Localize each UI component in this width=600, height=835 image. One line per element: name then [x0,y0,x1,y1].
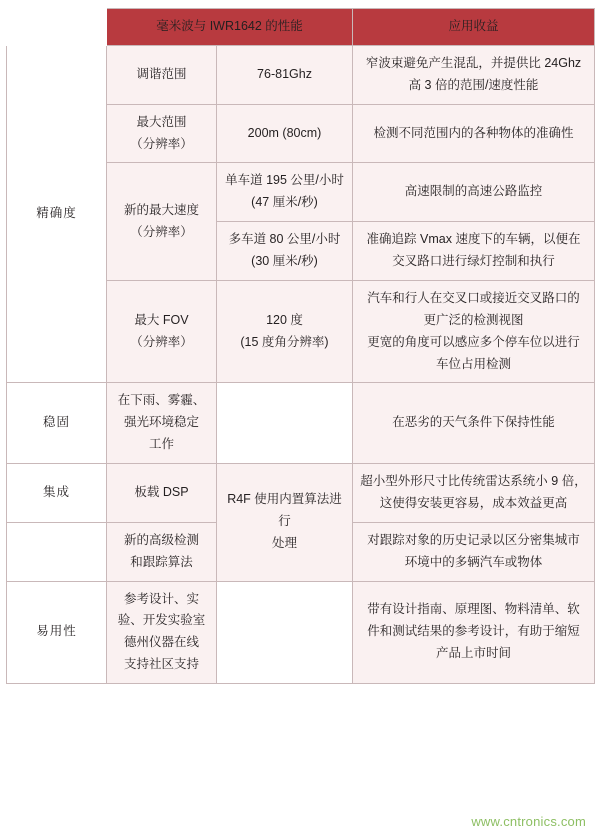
feature-cell: 板载 DSP [107,464,217,523]
feature-cell: 调谐范围 [107,45,217,104]
header-corner [7,9,107,46]
table-row [7,464,595,523]
value-cell-empty [217,383,353,464]
feature-cell: 最大范围 （分辨率） [107,104,217,163]
feature-cell: 在下雨、雾霾、 强光环境稳定 工作 [107,383,217,464]
benefit-cell: 对跟踪对象的历史记录以区分密集城市 环境中的多辆汽车或物体 [353,522,595,581]
table-header [7,9,595,46]
category-robust: 稳固 [7,383,107,464]
category-integration: 集成 [7,464,107,523]
feature-cell: 最大 FOV （分辨率） [107,280,217,383]
value-cell: 单车道 195 公里/小时 (47 厘米/秒) [217,163,353,222]
category-cell-empty [7,522,107,581]
value-cell: 200m (80cm) [217,104,353,163]
watermark: www.cntronics.com [471,814,586,829]
header-benefit: 应用收益 [353,9,595,46]
value-cell: R4F 使用内置算法进行 处理 [217,464,353,582]
benefit-cell: 高速限制的高速公路监控 [353,163,595,222]
benefit-cell: 汽车和行人在交叉口或接近交叉路口的 更广泛的检测视图 更宽的角度可以感应多个停车位以进行 车位占用检测 [353,280,595,383]
value-cell: 120 度 (15 度角分辨率) [217,280,353,383]
category-accuracy: 精确度 [7,45,107,383]
table-body [7,45,595,683]
value-cell-empty [217,581,353,684]
header-row [7,9,595,46]
value-cell: 76-81Ghz [217,45,353,104]
table-row [7,581,595,684]
table-row [7,45,595,104]
table-row [7,383,595,464]
spec-table [6,8,595,684]
benefit-cell: 准确追踪 Vmax 速度下的车辆，以便在 交叉路口进行绿灯控制和执行 [353,222,595,281]
benefit-cell: 在恶劣的天气条件下保持性能 [353,383,595,464]
benefit-cell: 窄波束避免产生混乱，并提供比 24Ghz 高 3 倍的范围/速度性能 [353,45,595,104]
feature-cell: 参考设计、实 验、开发实验室 德州仪器在线 支持社区支持 [107,581,217,684]
header-performance: 毫米波与 IWR1642 的性能 [107,9,353,46]
benefit-cell: 带有设计指南、原理图、物料清单、软 件和测试结果的参考设计，有助于缩短 产品上市时间 [353,581,595,684]
benefit-cell: 检测不同范围内的各种物体的准确性 [353,104,595,163]
value-cell: 多车道 80 公里/小时 (30 厘米/秒) [217,222,353,281]
benefit-cell: 超小型外形尺寸比传统雷达系统小 9 倍， 这使得安装更容易，成本效益更高 [353,464,595,523]
category-usability: 易用性 [7,581,107,684]
feature-cell: 新的最大速度 （分辨率） [107,163,217,281]
feature-cell: 新的高级检测 和跟踪算法 [107,522,217,581]
